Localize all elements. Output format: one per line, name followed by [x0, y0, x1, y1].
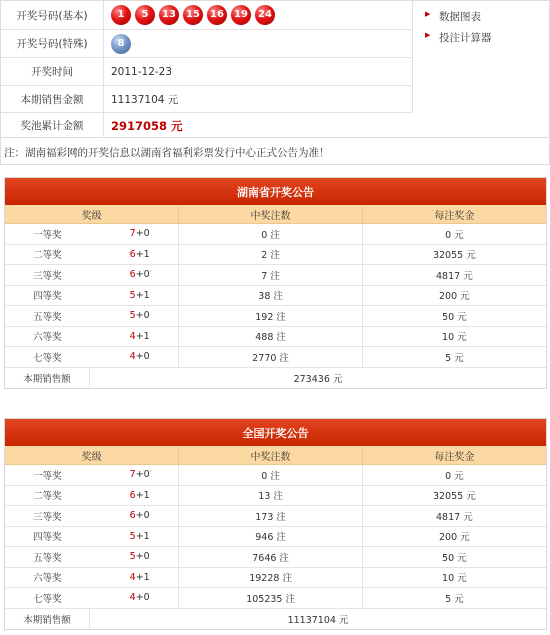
prize-amount: 200 元 — [439, 291, 470, 303]
winner-count: 38 注 — [179, 286, 362, 306]
match-special: +1 — [135, 289, 150, 301]
match-special: +0 — [135, 469, 150, 481]
winner-count: 7 注 — [179, 265, 362, 285]
prize-amount: 0 元 — [445, 470, 464, 482]
winner-count: 19228 注 — [179, 568, 362, 588]
prize-level: 四等奖 — [33, 291, 62, 303]
match-rule — [90, 506, 180, 526]
match-rule — [90, 347, 180, 367]
match-main: 4 — [129, 571, 136, 583]
prize-amount: 10 元 — [442, 332, 467, 344]
match-main: 6 — [129, 489, 136, 501]
prize-amount: 4817 元 — [436, 270, 473, 282]
sales-label: 本期销售金额 — [1, 86, 104, 112]
hunan-table-title: 湖南省开奖公告 — [5, 178, 546, 205]
prize-level: 五等奖 — [33, 552, 62, 564]
number-ball: 16 — [207, 5, 227, 25]
match-special: +1 — [135, 489, 150, 501]
draw-date-row — [1, 58, 412, 86]
header-level: 奖级 — [5, 446, 179, 464]
match-special: +0 — [135, 551, 150, 563]
winner-count: 13 注 — [179, 486, 362, 506]
prize-amount: 5 元 — [445, 352, 464, 364]
match-main: 6 — [129, 269, 136, 281]
number-ball: 19 — [231, 5, 251, 25]
match-main: 7 — [129, 228, 136, 240]
match-rule — [90, 568, 180, 588]
match-rule — [90, 465, 180, 485]
table-row — [5, 306, 546, 327]
number-ball: 24 — [255, 5, 275, 25]
match-special: +0 — [135, 510, 150, 522]
number-ball: 13 — [159, 5, 179, 25]
hunan-total-value: 273436 元 — [293, 373, 343, 385]
national-table-body — [5, 465, 546, 609]
match-rule — [90, 547, 180, 567]
prize-amount: 32055 元 — [432, 250, 476, 262]
prize-level: 一等奖 — [33, 229, 62, 241]
table-row — [5, 327, 546, 348]
sales-row — [1, 86, 412, 113]
special-number-label: 开奖号码(特殊) — [1, 30, 104, 57]
national-total-row — [5, 609, 546, 630]
header-prize: 每注奖金 — [434, 210, 475, 222]
prize-amount: 32055 元 — [432, 491, 476, 503]
prize-level: 一等奖 — [33, 470, 62, 482]
notice-text: 注：湖南福彩网的开奖信息以湖南省福利彩票发行中心正式公告为准！ — [4, 147, 330, 159]
table-row — [5, 265, 546, 286]
match-special: +1 — [135, 530, 150, 542]
match-main: 4 — [129, 330, 136, 342]
prize-level: 五等奖 — [33, 311, 62, 323]
pool-label: 奖池累计金额 — [1, 113, 104, 138]
basic-numbers-label: 开奖号码(基本) — [1, 1, 104, 29]
match-special: +1 — [135, 248, 150, 260]
prize-amount: 50 元 — [442, 552, 467, 564]
winner-count: 105235 注 — [179, 588, 362, 608]
prize-level: 七等奖 — [33, 593, 62, 605]
match-special: +1 — [135, 330, 150, 342]
match-main: 4 — [129, 351, 136, 363]
sales-value: 11137104 元 — [111, 93, 179, 106]
table-row — [5, 465, 546, 486]
draw-info-panel — [0, 0, 550, 138]
hunan-table-body — [5, 224, 546, 368]
header-count: 中奖注数 — [179, 446, 362, 464]
hunan-table-header — [5, 205, 546, 224]
winner-count: 173 注 — [179, 506, 362, 526]
match-rule — [90, 327, 180, 347]
match-special: +0 — [135, 592, 150, 604]
prize-level: 四等奖 — [33, 532, 62, 544]
national-total-value: 11137104 元 — [287, 614, 349, 626]
match-rule — [90, 527, 180, 547]
chart-link[interactable]: ▶ 数据图表 — [439, 9, 481, 24]
winner-count: 7646 注 — [179, 547, 362, 567]
national-prize-table — [4, 418, 547, 630]
hunan-prize-table — [4, 177, 547, 389]
number-ball: 15 — [183, 5, 203, 25]
match-rule — [90, 306, 180, 326]
match-special: +0 — [135, 269, 150, 281]
winner-count: 192 注 — [179, 306, 362, 326]
prize-level: 二等奖 — [33, 250, 62, 262]
match-main: 4 — [129, 592, 136, 604]
match-rule — [90, 486, 180, 506]
side-links — [412, 1, 549, 113]
prize-amount: 5 元 — [445, 593, 464, 605]
table-row — [5, 245, 546, 266]
winner-count: 488 注 — [179, 327, 362, 347]
match-main: 7 — [129, 469, 136, 481]
number-ball: 5 — [135, 5, 155, 25]
special-ball: 8 — [111, 34, 131, 54]
table-row — [5, 347, 546, 368]
prize-amount: 4817 元 — [436, 511, 473, 523]
header-level: 奖级 — [5, 205, 179, 223]
table-row — [5, 568, 546, 589]
winner-count: 946 注 — [179, 527, 362, 547]
winner-count: 2770 注 — [179, 347, 362, 367]
pool-value: 2917058 元 — [111, 118, 183, 133]
match-main: 5 — [129, 310, 136, 322]
prize-level: 六等奖 — [33, 573, 62, 585]
prize-amount: 10 元 — [442, 573, 467, 585]
table-row — [5, 506, 546, 527]
prize-level: 六等奖 — [33, 332, 62, 344]
national-table-title: 全国开奖公告 — [5, 419, 546, 446]
hunan-total-row — [5, 368, 546, 389]
match-rule — [90, 588, 180, 608]
match-main: 6 — [129, 510, 136, 522]
match-main: 5 — [129, 289, 136, 301]
match-main: 5 — [129, 530, 136, 542]
prize-level: 二等奖 — [33, 491, 62, 503]
match-rule — [90, 265, 180, 285]
hunan-total-label: 本期销售额 — [5, 368, 90, 389]
number-ball: 1 — [111, 5, 131, 25]
national-total-label: 本期销售额 — [5, 609, 90, 630]
prize-level: 三等奖 — [33, 511, 62, 523]
match-rule — [90, 224, 180, 244]
match-special: +0 — [135, 228, 150, 240]
prize-amount: 200 元 — [439, 532, 470, 544]
match-special: +0 — [135, 310, 150, 322]
table-row — [5, 486, 546, 507]
match-rule — [90, 286, 180, 306]
special-number — [111, 30, 135, 57]
draw-date-value: 2011-12-23 — [111, 65, 173, 78]
table-row — [5, 547, 546, 568]
table-row — [5, 286, 546, 307]
header-prize: 每注奖金 — [434, 451, 475, 463]
winner-count: 2 注 — [179, 245, 362, 265]
basic-numbers-row — [1, 1, 412, 30]
table-row — [5, 527, 546, 548]
special-number-row — [1, 30, 412, 58]
pool-row — [1, 113, 412, 138]
winner-count: 0 注 — [179, 465, 362, 485]
winner-count: 0 注 — [179, 224, 362, 244]
basic-numbers — [111, 1, 279, 29]
match-main: 5 — [129, 551, 136, 563]
national-table-header — [5, 446, 546, 465]
table-row — [5, 224, 546, 245]
prize-level: 七等奖 — [33, 352, 62, 364]
calculator-link[interactable]: ▶ 投注计算器 — [439, 30, 492, 45]
match-special: +0 — [135, 351, 150, 363]
match-rule — [90, 245, 180, 265]
prize-amount: 0 元 — [445, 229, 464, 241]
table-row — [5, 588, 546, 609]
draw-date-label: 开奖时间 — [1, 58, 104, 85]
match-main: 6 — [129, 248, 136, 260]
prize-level: 三等奖 — [33, 270, 62, 282]
match-special: +1 — [135, 571, 150, 583]
prize-amount: 50 元 — [442, 311, 467, 323]
header-count: 中奖注数 — [179, 205, 362, 223]
